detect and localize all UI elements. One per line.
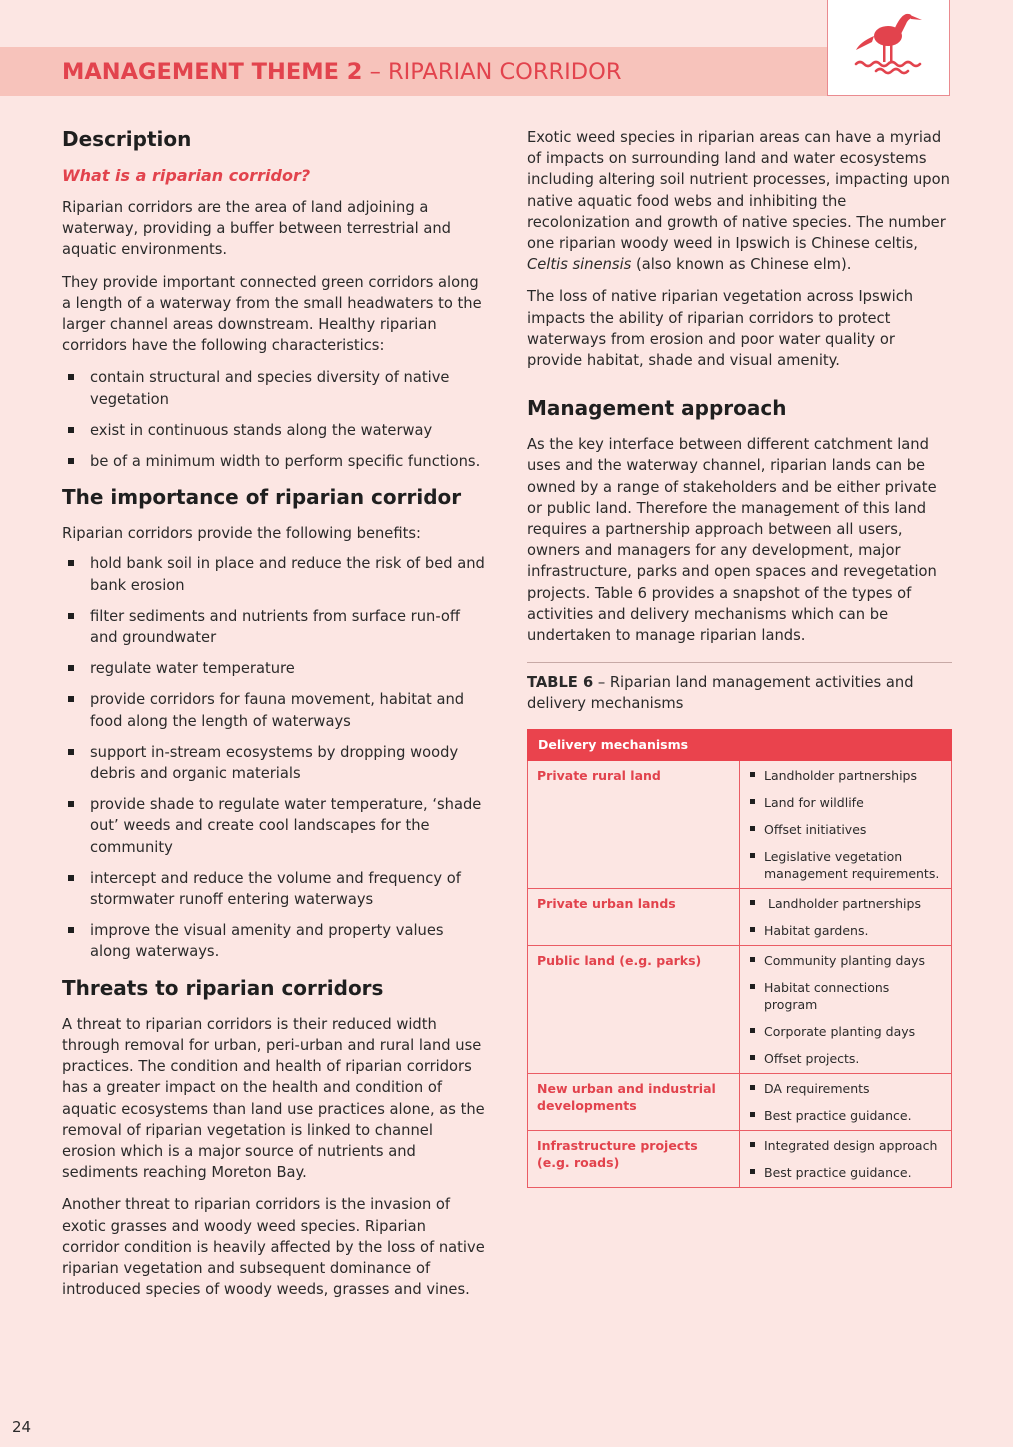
approach-paragraph: As the key interface between different catchment land uses and the waterway channel, riparian lands can be owned by a range of stakeholders and be either private or public land. Therefore the management of this land requires a partnership approach between all users, owners and managers for any development, major infrastructure, parks and open spaces and revegetation projects. Table 6 provides a snapshot of the types of activities and delivery mechanisms which can be undertaken to manage riparian lands. — [527, 436, 937, 645]
weeds-paragraph — [527, 127, 952, 275]
table-row — [528, 760, 952, 888]
what-is-heading: What is a riparian corridor? — [62, 166, 311, 185]
table-caption — [527, 672, 952, 714]
table-header-row — [528, 729, 952, 760]
list-item: be of a minimum width to perform specific functions. — [62, 451, 486, 472]
table-label: TABLE 6 — [527, 674, 594, 692]
table-category: New urban and industrial developments — [528, 1073, 740, 1130]
table-item: Integrated design approach — [749, 1137, 942, 1154]
definition-paragraph: Riparian corridors are the area of land adjoining a waterway, providing a buffer between terrestrial and aquatic environments. — [62, 199, 451, 259]
page-title — [62, 58, 621, 86]
table-item: Corporate planting days — [749, 1023, 942, 1040]
list-item: regulate water temperature — [62, 658, 486, 679]
table-item: Habitat connections program — [749, 979, 942, 1013]
right-column — [527, 127, 952, 1188]
corridor-paragraph: They provide important connected green corridors along a length of a waterway from the small headwaters to the larger channel areas downstream. Healthy riparian corridors have the following characteristics: — [62, 273, 482, 355]
table-row — [528, 1073, 952, 1130]
characteristics-list — [62, 367, 486, 472]
table-item: Offset initiatives — [749, 821, 942, 838]
threats-paragraph-2: Another threat to riparian corridors is the invasion of exotic grasses and woody weed species. Riparian corridor condition is heavily affected by the loss of native riparian vegetation and subsequent dominance of introduced species of woody weeds, grasses and vines. — [62, 1196, 485, 1299]
list-item: provide shade to regulate water temperature, ‘shade out’ weeds and create cool landscapes for the community — [62, 794, 486, 858]
heron-over-water-icon — [850, 6, 930, 86]
table-item: Landholder partnerships — [749, 767, 942, 784]
list-item: hold bank soil in place and reduce the risk of bed and bank erosion — [62, 553, 486, 595]
left-column — [62, 126, 486, 1311]
benefits-intro: Riparian corridors provide the following benefits: — [62, 525, 421, 543]
table-item: Legislative vegetation management requirements. — [749, 848, 942, 882]
table-items-cell — [740, 760, 952, 888]
theme-label: MANAGEMENT THEME 2 — [62, 59, 363, 85]
table-item: Best practice guidance. — [749, 1164, 942, 1181]
table-item: DA requirements — [749, 1080, 942, 1097]
table-item: Landholder partnerships — [749, 895, 942, 912]
table-category: Public land (e.g. parks) — [528, 945, 740, 1073]
threats-heading: Threats to riparian corridors — [62, 975, 384, 1000]
approach-heading: Management approach — [527, 396, 787, 421]
weeds-text-end: (also known as Chinese elm). — [631, 256, 852, 274]
delivery-table — [527, 729, 952, 1188]
species-name: Celtis sinensis — [527, 256, 632, 274]
description-heading: Description — [62, 127, 192, 151]
table-category: Infrastructure projects (e.g. roads) — [528, 1130, 740, 1187]
list-item: exist in continuous stands along the waterway — [62, 420, 486, 441]
theme-logo — [827, 0, 950, 96]
table-row — [528, 888, 952, 945]
table-category: Private rural land — [528, 760, 740, 888]
page-number: 24 — [12, 1418, 32, 1436]
table-divider — [527, 662, 952, 663]
benefits-list — [62, 553, 486, 962]
table-item: Land for wildlife — [749, 794, 942, 811]
table-items-cell — [740, 1073, 952, 1130]
table-header: Delivery mechanisms — [528, 729, 952, 760]
list-item: provide corridors for fauna movement, habitat and food along the length of waterways — [62, 689, 486, 731]
table-category: Private urban lands — [528, 888, 740, 945]
table-item: Offset projects. — [749, 1050, 942, 1067]
list-item: filter sediments and nutrients from surface run-off and groundwater — [62, 606, 486, 648]
table-item: Best practice guidance. — [749, 1107, 942, 1124]
list-item: contain structural and species diversity of native vegetation — [62, 367, 486, 409]
loss-paragraph: The loss of native riparian vegetation across Ipswich impacts the ability of riparian corridors to protect waterways from erosion and poor water quality or provide habitat, shade and visual amenity. — [527, 288, 914, 370]
table-items-cell — [740, 945, 952, 1073]
list-item: support in-stream ecosystems by dropping woody debris and organic materials — [62, 742, 486, 784]
table-item: Habitat gardens. — [749, 922, 942, 939]
title-dash: – — [362, 59, 389, 85]
table-row — [528, 1130, 952, 1187]
table-items-cell — [740, 1130, 952, 1187]
table-item: Community planting days — [749, 952, 942, 969]
list-item: intercept and reduce the volume and frequency of stormwater runoff entering waterways — [62, 868, 486, 910]
weeds-text-start: Exotic weed species in riparian areas can have a myriad of impacts on surrounding land and water ecosystems including altering soil nutrient processes, impacting upon native aquatic food webs and inhibiting the recolonization and growth of native species. The number one riparian woody weed in Ipswich is Chinese celtis, — [527, 129, 950, 253]
threats-paragraph-1: A threat to riparian corridors is their reduced width through removal for urban, peri-urban and rural land use practices. The condition and health of riparian corridors has a greater impact on the health and condition of aquatic ecosystems than land use practices alone, as the removal of riparian vegetation is linked to channel erosion which is a major source of nutrients and sediments reaching Moreton Bay. — [62, 1015, 485, 1182]
theme-name: RIPARIAN CORRIDOR — [388, 59, 622, 85]
table-row — [528, 945, 952, 1073]
list-item: improve the visual amenity and property values along waterways. — [62, 920, 486, 962]
table-caption-text: – Riparian land management activities and delivery mechanisms — [527, 674, 914, 713]
importance-heading: The importance of riparian corridor — [62, 485, 462, 510]
table-items-cell — [740, 888, 952, 945]
